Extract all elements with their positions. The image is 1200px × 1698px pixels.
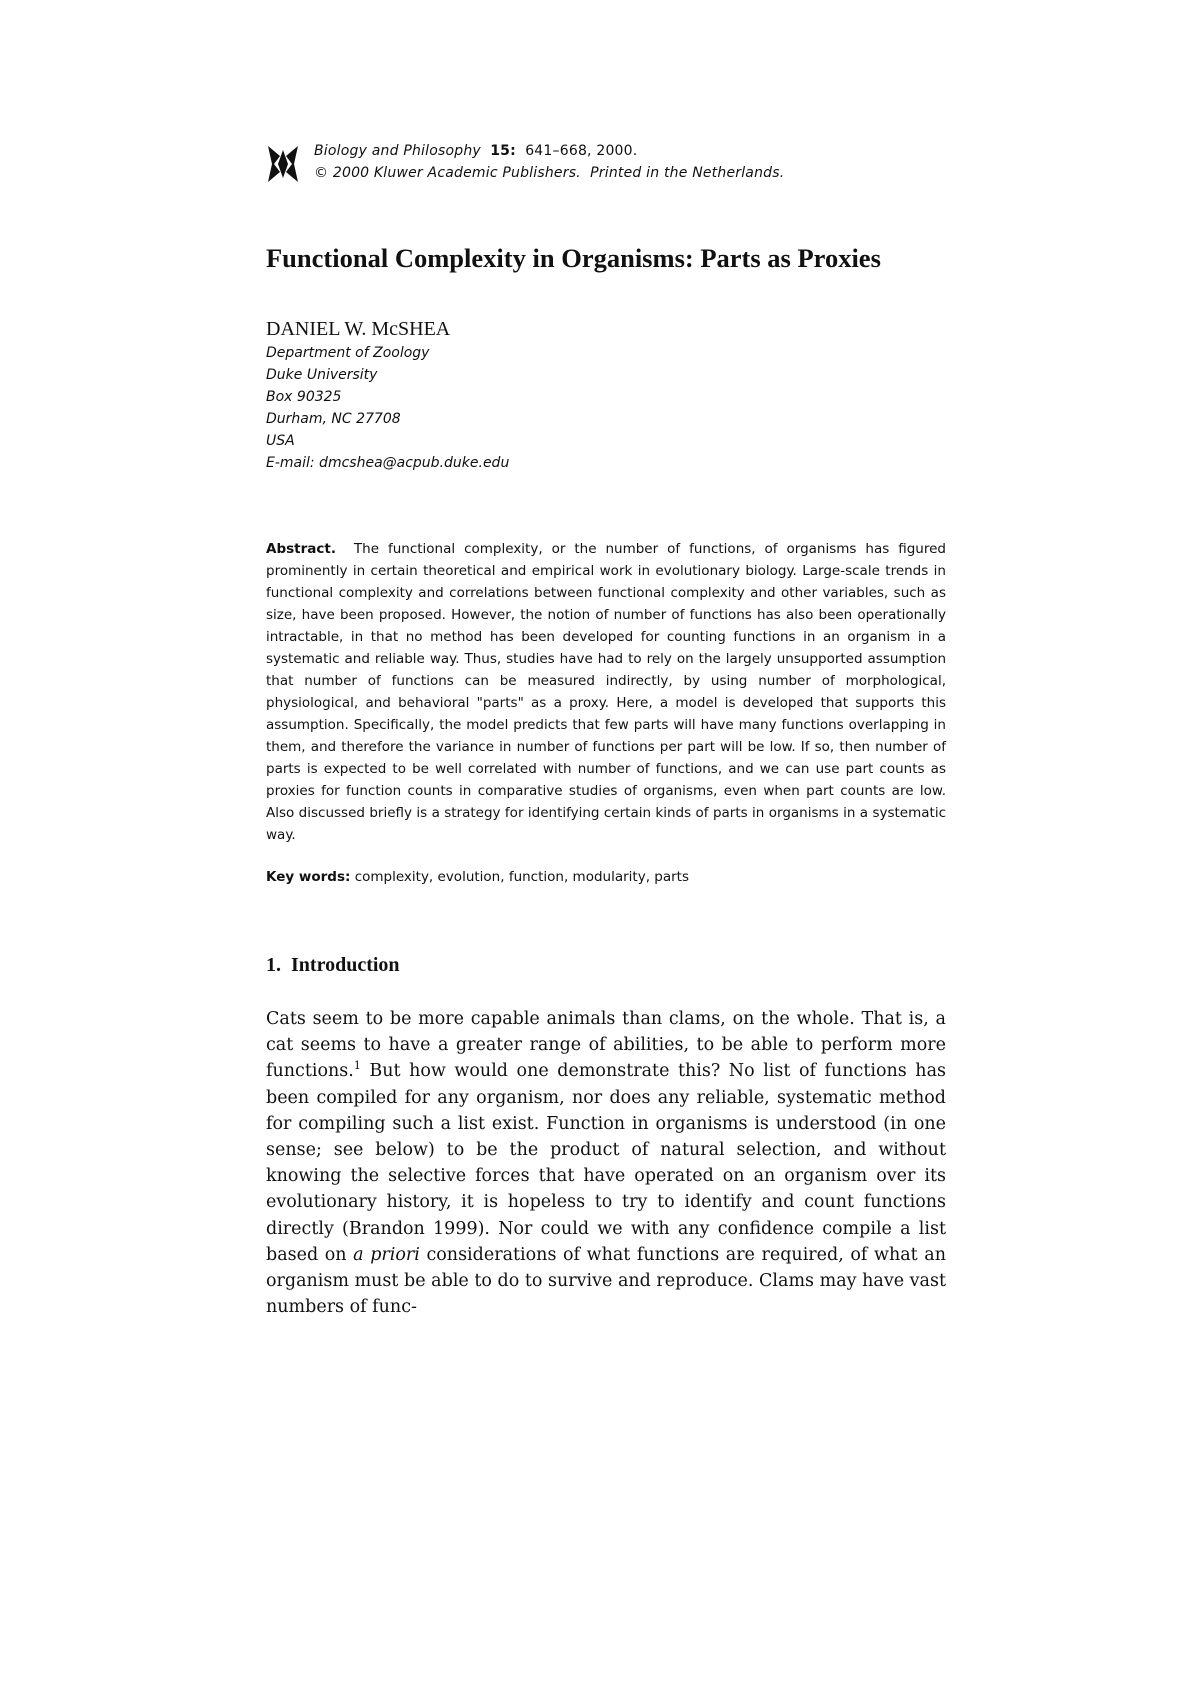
publisher-logo-icon [266,144,300,184]
keywords-label: Key words: [266,869,351,885]
journal-name: Biology and Philosophy [314,143,481,159]
affiliation-line: Durham, NC 27708 [266,411,401,427]
body-text: considerations of what functions are required, of what an organism must be able to do to survive and reproduce. Clams may have vast numbers of func- [266,1244,947,1318]
body-text: But how would one demonstrate this? No list of functions has been compiled for any organism, nor does any reliable, systematic method for compiling such a list exist. Function in organisms is understood (in one sense; see below) to be the product of natural selection, and without knowing the selective forces that have operated on an organism over its evolutionary history, it is hopeless to try to identify and count functions directly (Brandon 1999). Nor could we with any confidence compile a list based on [266,1061,946,1265]
body-paragraph [266,1006,946,1320]
journal-copyright: © 2000 Kluwer Academic Publishers. [314,165,581,181]
keywords [266,866,946,888]
affiliation-line: Department of Zoology [266,345,430,361]
journal-printed: Printed in the Netherlands. [590,165,785,181]
paper-title: Functional Complexity in Organisms: Parts as Proxies [266,243,881,273]
abstract-label: Abstract. [266,541,336,557]
journal-citation [314,140,784,184]
section-title: Introduction [291,954,400,976]
affiliation-line: USA [266,433,295,449]
author-name: DANIEL W. McSHEA [266,318,451,340]
keywords-text: complexity, evolution, function, modularity, parts [354,869,689,885]
footnote-marker: 1 [353,1059,361,1073]
author-email: E-mail: dmcshea@acpub.duke.edu [266,455,510,471]
section-number: 1. [266,954,281,976]
journal-pages-year: 641–668, 2000. [525,143,638,159]
body-text: Cats seem to be more capable animals than clams, on the whole. That is, a cat seems to have a greater range of abilities, to be able to perform more functions. [266,1009,946,1082]
body-italic-text: a priori [353,1244,420,1265]
affiliation-line: Box 90325 [266,389,342,405]
journal-volume: 15: [490,143,516,159]
abstract [266,538,946,846]
author-affiliation [266,342,966,474]
section-heading [266,954,400,977]
abstract-text: The functional complexity, or the number of functions, of organisms has figured prominently in certain theoretical and empirical work in evolutionary biology. Large-scale trends in functional complexity and correlations between functional complexity and other variables, such as size, have been proposed. However, the notion of number of functions has also been operationally intractable, in that no method has been developed for counting functions in an organism in a systematic and reliable way. Thus, studies have had to rely on the largely unsupported assumption that number of functions can be measured indirectly, by using number of morphological, physiological, and behavioral "parts" as a proxy. Here, a model is developed that supports this assumption. Specifically, the model predicts that few parts will have many functions overlapping in them, and therefore the variance in number of functions per part will be low. If so, then number of parts is expected to be well correlated with number of functions, and we can use part counts as proxies for function counts in comparative studies of organisms, even when part counts are low. Also discussed briefly is a strategy for identifying certain kinds of parts in organisms in a systematic way. [266,541,946,843]
affiliation-line: Duke University [266,367,378,383]
